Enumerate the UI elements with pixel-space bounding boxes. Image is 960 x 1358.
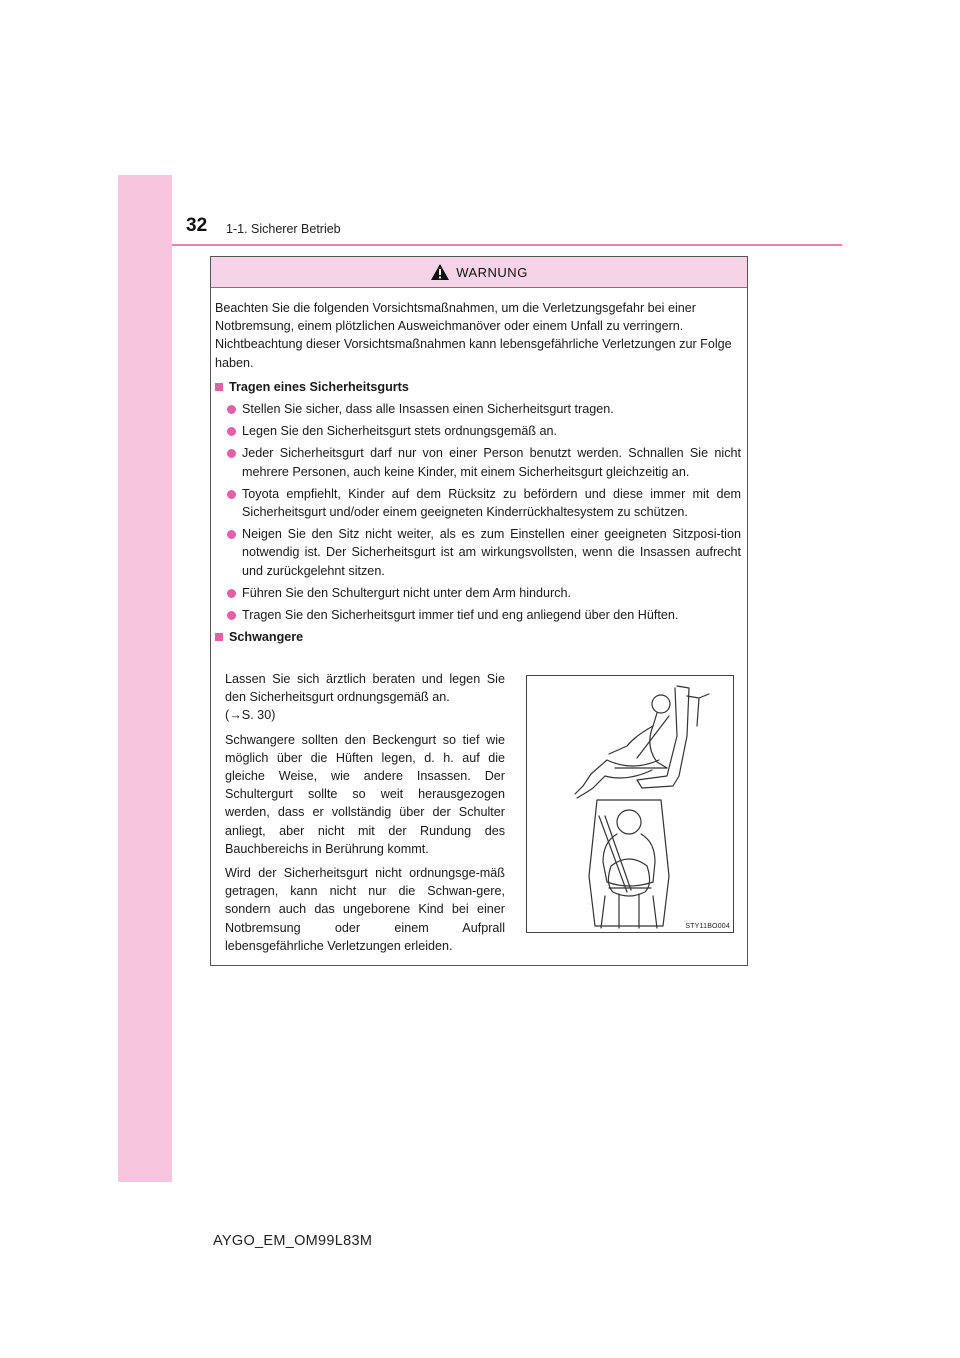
bullet-item [215, 606, 741, 624]
section-heading-seatbelt [215, 378, 741, 396]
round-bullet-icon [227, 449, 236, 458]
section-heading-text: Tragen eines Sicherheitsgurts [229, 379, 409, 394]
warning-box [210, 256, 748, 966]
section-heading-text: Schwangere [229, 630, 304, 645]
square-bullet-icon [215, 633, 223, 641]
section-title: 1-1. Sicherer Betrieb [226, 222, 341, 236]
round-bullet-icon [227, 611, 236, 620]
seatbelt-illustration-drawing [527, 676, 733, 932]
pregnant-paragraph-3: Wird der Sicherheitsgurt nicht ordnungsge-mäß getragen, kann nicht nur die Schwan-gere, sondern auch das ungeborene Kind bei einer Notbremsung oder einem Aufprall lebensgefährliche Verletzungen erleiden. [225, 866, 505, 953]
section-heading-pregnant [215, 628, 741, 646]
round-bullet-icon [227, 490, 236, 499]
pregnant-paragraph-1 [225, 670, 505, 725]
bullet-item [215, 422, 741, 440]
bullet-text: Führen Sie den Schultergurt nicht unter dem Arm hindurch. [242, 585, 572, 600]
round-bullet-icon [227, 427, 236, 436]
figure-code: STY11BO004 [685, 923, 730, 930]
bullet-item [215, 444, 741, 480]
side-tab-band [118, 175, 172, 1182]
bullet-text: Neigen Sie den Sitz nicht weiter, als es zum Einstellen einer geeigneten Sitzposi-tion notwendig ist. Der Sicherheitsgurt ist am wirkungsvollsten, wenn die Insassen aufrecht und zurückgelehnt sitzen. [242, 527, 741, 578]
warning-body [215, 299, 741, 650]
pregnant-text-column [225, 670, 505, 961]
warning-intro: Beachten Sie die folgenden Vorsichtsmaßnahmen, um die Verletzungsgefahr bei einer Notbremsung, einem plötzlichen Ausweichmanöver oder einem Unfall zu verringern. Nichtbeachtung dieser Vorsichtsmaßnahmen kann lebensgefährliche Verletzungen zur Folge haben. [215, 301, 732, 370]
bullet-text: Toyota empfiehlt, Kinder auf dem Rücksitz zu befördern und diese immer mit dem Sicherheitsgurt und/oder einem geeigneten Kinderrückhaltesystem zu schützen. [242, 486, 741, 520]
pregnant-paragraph-2: Schwangere sollten den Beckengurt so tief wie möglich über die Hüften legen, d. h. auf die gleiche Weise, wie andere Insassen. Der Schultergurt sollte so weit herausgezogen werden, dass er vollständig über der Schulter anliegt, aber nicht mit der Rundung des Bauchbereichs in Berührung kommt. [225, 732, 505, 856]
bullet-item [215, 485, 741, 521]
header-divider [172, 244, 842, 246]
bullet-item [215, 584, 741, 602]
warning-triangle-icon [430, 263, 450, 281]
footer-document-id: AYGO_EM_OM99L83M [213, 1233, 373, 1249]
round-bullet-icon [227, 589, 236, 598]
paragraph-text: Lassen Sie sich ärztlich beraten und legen Sie den Sicherheitsgurt ordnungsgemäß an. [225, 672, 505, 705]
page-reference-link[interactable]: (→S. 30) [225, 708, 276, 723]
bullet-text: Tragen Sie den Sicherheitsgurt immer tief und eng anliegend über den Hüften. [242, 608, 679, 623]
bullet-item [215, 400, 741, 418]
warning-header [211, 257, 747, 288]
round-bullet-icon [227, 530, 236, 539]
square-bullet-icon [215, 383, 223, 391]
page-number: 32 [186, 215, 208, 236]
bullet-item [215, 525, 741, 580]
round-bullet-icon [227, 405, 236, 414]
bullet-text: Legen Sie den Sicherheitsgurt stets ordnungsgemäß an. [242, 424, 558, 439]
pregnant-seatbelt-illustration [526, 675, 734, 933]
bullet-text: Stellen Sie sicher, dass alle Insassen einen Sicherheitsgurt tragen. [242, 402, 614, 417]
bullet-text: Jeder Sicherheitsgurt darf nur von einer Person benutzt werden. Schnallen Sie nicht mehrere Personen, auch keine Kinder, mit einem Sicherheitsgurt gleichzeitig an. [242, 446, 741, 479]
warning-title: WARNUNG [456, 264, 528, 280]
